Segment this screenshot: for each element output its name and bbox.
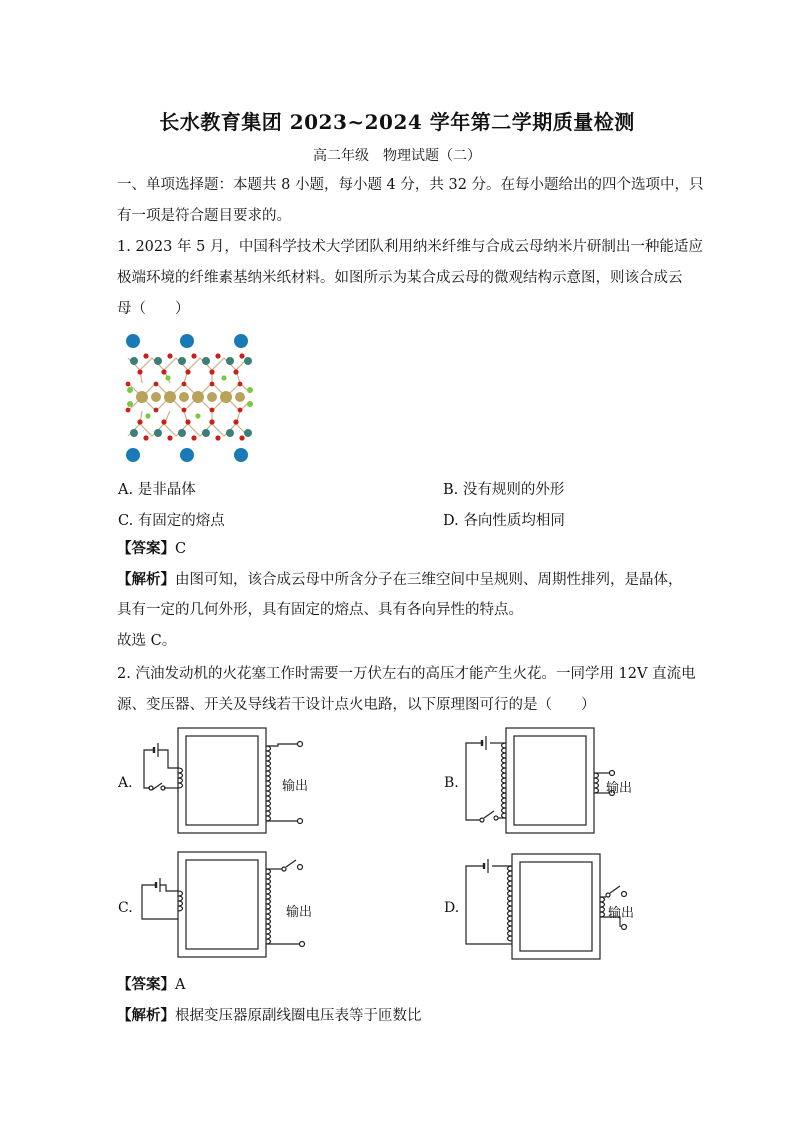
circuit-c-output: 输出	[286, 905, 313, 920]
circuit-a-output: 输出	[282, 779, 309, 794]
section-intro-line-1: 一、单项选择题：本题共 8 小题，每小题 4 分，共 32 分。在每小题给出的四个选项中，只	[117, 177, 704, 193]
q1-stem-line-1: 1. 2023 年 5 月，中国科学技术大学团队利用纳米纤维与合成云母纳米片研制出一种能适应	[117, 239, 703, 255]
q1-answer: C	[175, 541, 187, 557]
circuit-c-label[interactable]: C.	[118, 900, 133, 916]
q2-stem-line-2: 源、变压器、开关及导线若干设计点火电路，以下原理图可行的是（ ）	[117, 697, 596, 713]
q2-answer-line	[117, 969, 687, 1001]
q2-answer: A	[175, 977, 186, 993]
mica-structure-figure	[120, 328, 260, 468]
q1-stem-line-2: 极端环境的纤维素基纳米纸材料。如图所示为某合成云母的微观结构示意图，则该合成云	[117, 270, 683, 286]
q1-analysis-line-1	[117, 564, 687, 596]
q1-stem-line-3: 母（ ）	[117, 301, 190, 317]
circuit-d-output: 输出	[608, 906, 635, 921]
gold-atoms	[136, 391, 245, 403]
q1-option-b[interactable]: B. 没有规则的外形	[443, 482, 565, 498]
teal-atoms	[130, 357, 252, 437]
analysis-tag: 【解析】	[117, 571, 175, 588]
q2-stem-line-1: 2. 汽油发动机的火花塞工作时需要一万伏左右的高压才能产生火花。一同学用 12V 直流电	[117, 666, 696, 682]
circuit-b-label[interactable]: B.	[444, 775, 459, 791]
circuit-d-label[interactable]: D.	[444, 900, 460, 916]
circuit-b-output: 输出	[606, 781, 633, 796]
q1-conclusion: 故选 C。	[117, 633, 177, 649]
answer-tag: 【答案】	[117, 976, 175, 993]
q1-option-c[interactable]: C. 有固定的熔点	[118, 513, 225, 529]
q1-analysis-text: 由图可知，该合成云母中所含分子在三维空间中呈规则、周期性排列，是晶体，	[175, 572, 683, 588]
answer-tag: 【答案】	[117, 540, 175, 557]
q2-analysis-line-1	[117, 1000, 687, 1032]
q1-analysis-line-2: 具有一定的几何外形，具有固定的熔点、具有各向异性的特点。	[117, 602, 523, 618]
circuit-a-label[interactable]: A.	[118, 775, 133, 791]
q1-option-a[interactable]: A. 是非晶体	[118, 482, 196, 498]
analysis-tag: 【解析】	[117, 1007, 175, 1024]
q2-analysis-text: 根据变压器原副线圈电压表等于匝数比	[175, 1008, 422, 1024]
page-title: 长水教育集团 2023~2024 学年第二学期质量检测	[159, 110, 635, 134]
q1-answer-line	[117, 533, 687, 565]
page-subtitle: 高二年级 物理试题（二）	[313, 148, 481, 164]
section-intro-line-2: 有一项是符合题目要求的。	[117, 208, 291, 224]
q1-option-d[interactable]: D. 各向性质均相同	[443, 513, 565, 529]
